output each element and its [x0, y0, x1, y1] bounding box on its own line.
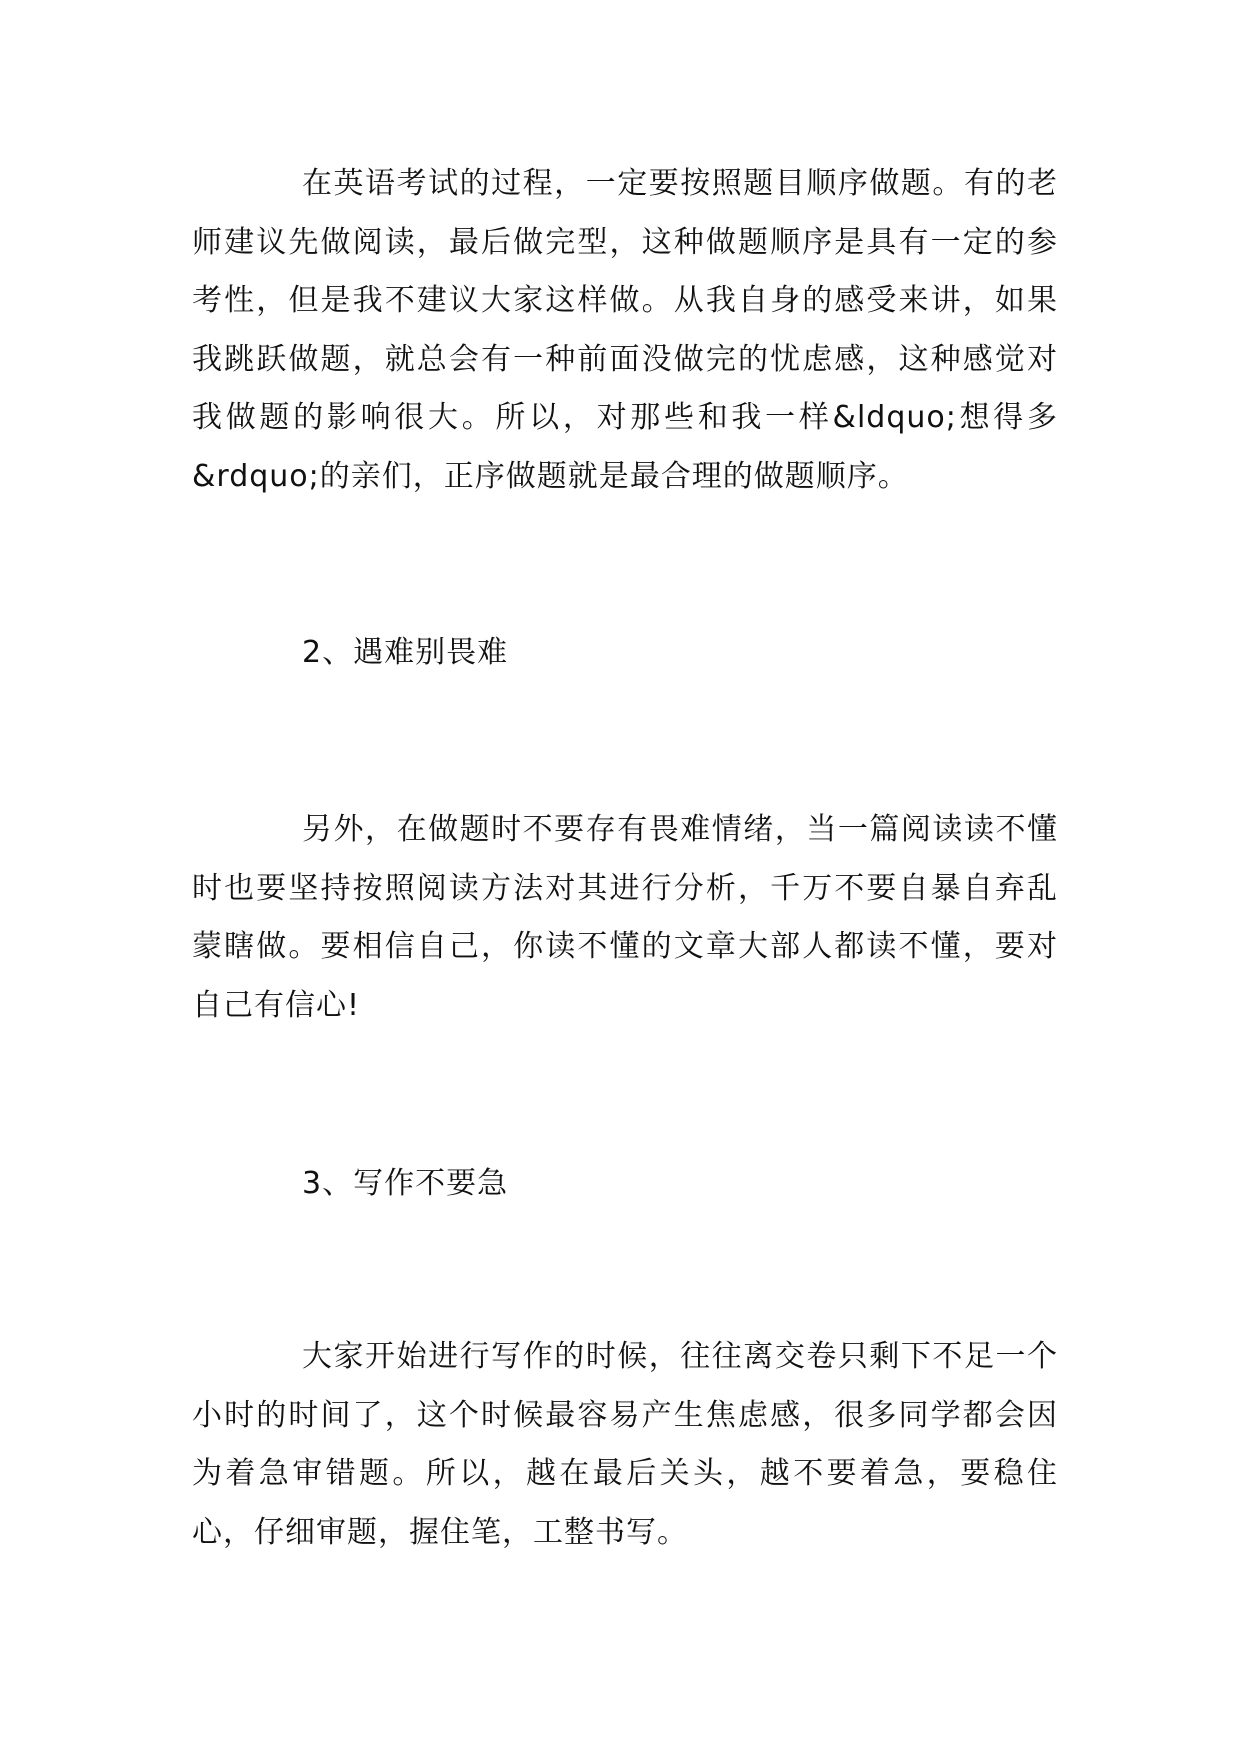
paragraph-writing-calm: 大家开始进行写作的时候，往往离交卷只剩下不足一个小时的时间了，这个时候最容易产生焦虑感，很多同学都会因为着急审错题。所以，越在最后关头，越不要着急，要稳住心，仔细审题，握住笔，工整书写。 [192, 1339, 1058, 1550]
section-heading-2: 2、遇难别畏难 [302, 635, 509, 670]
paragraph-exam-order: 在英语考试的过程，一定要按照题目顺序做题。有的老师建议先做阅读，最后做完型，这种做题顺序是具有一定的参考性，但是我不建议大家这样做。从我自身的感受来讲，如果我跳跃做题，就总会有一种前面没做完的忧虑感，这种感觉对我做题的影响很大。所以，对那些和我一样&ldquo;想得多&rdquo;的亲们，正序做题就是最合理的做题顺序。 [192, 166, 1058, 494]
paragraph-dont-fear-difficulty: 另外，在做题时不要存有畏难情绪，当一篇阅读读不懂时也要坚持按照阅读方法对其进行分析，千万不要自暴自弃乱蒙瞎做。要相信自己，你读不懂的文章大部人都读不懂，要对自己有信心! [192, 812, 1058, 1023]
section-heading-3: 3、写作不要急 [302, 1166, 509, 1201]
